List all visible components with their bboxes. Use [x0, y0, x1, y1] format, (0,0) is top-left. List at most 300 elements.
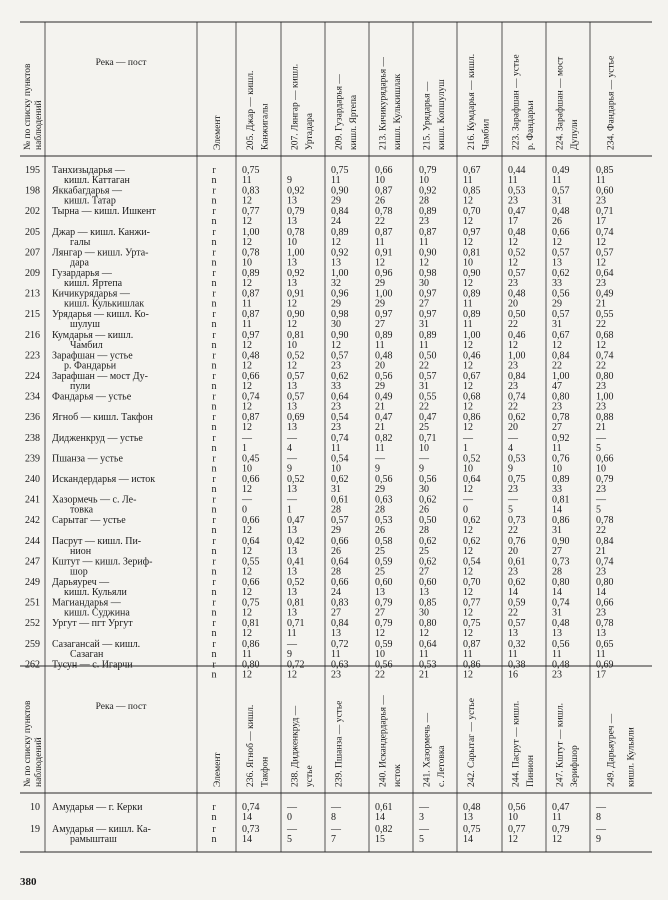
top-row-242-n-col-0: 12: [242, 525, 252, 537]
top-row-209-n-col-1: 13: [287, 278, 297, 289]
top-row-239-element-n: n: [211, 463, 217, 475]
top-row-247-name-line1: Кштут — кишл. Зериф-: [52, 556, 153, 568]
bottom-row-19-r-col-4: —: [419, 824, 429, 835]
top-row-262-r-col-8: 0,69: [596, 659, 614, 671]
top-col-header-4-line1: 215. Урядарья —: [422, 81, 433, 150]
top-row-207-r-col-4: 0,90: [419, 247, 437, 259]
bottom-row-19-r-col-7: 0,79: [552, 824, 570, 835]
top-row-198-n-col-3: 26: [375, 195, 385, 207]
bottom-row-19-r-col-2: —: [331, 824, 341, 835]
top-row-259-name-line2: Сазаган: [70, 648, 104, 660]
top-row-259-n-col-7: 11: [552, 648, 562, 660]
top-row-262-n-col-8: 17: [596, 669, 606, 681]
top-num-header-line2: наблюдений: [34, 100, 44, 150]
top-row-234-r-col-2: 0,64: [331, 391, 349, 403]
top-row-198-n-col-4: 28: [419, 195, 429, 207]
top-row-262-r-col-0: 0,80: [242, 659, 260, 671]
top-row-223-r-col-5: 0,46: [463, 350, 481, 362]
top-row-259-n-col-1: 9: [287, 648, 292, 660]
top-row-207-r-col-6: 0,52: [508, 247, 526, 259]
top-row-242-n-col-1: 13: [287, 525, 297, 537]
top-row-213-r-col-1: 0,91: [287, 288, 305, 300]
top-row-195-n-col-4: 10: [419, 175, 429, 186]
top-row-240-r-col-8: 0,79: [596, 474, 614, 485]
top-row-205-r-col-0: 1,00: [242, 226, 260, 238]
top-row-259-n-col-4: 11: [419, 648, 429, 660]
top-row-198-r-col-4: 0,92: [419, 185, 437, 197]
top-row-202-n-col-8: 17: [596, 216, 606, 228]
top-row-209-n-col-5: 12: [463, 278, 473, 289]
top-row-216-n-col-0: 12: [242, 339, 252, 351]
top-row-209-element-n: n: [211, 278, 217, 289]
top-row-216-n-col-6: 12: [508, 339, 518, 351]
top-row-224-name-line1: Зарафшан — мост Ду-: [52, 371, 148, 382]
top-row-205-name-line2: галы: [70, 236, 91, 248]
top-row-249-r-col-1: 0,52: [287, 577, 305, 588]
top-element-header: Элемент: [213, 115, 223, 150]
top-row-244-r-col-1: 0,42: [287, 535, 305, 547]
top-row-215-n-col-2: 30: [331, 319, 341, 331]
top-row-234-r-col-0: 0,74: [242, 391, 260, 403]
top-row-252-r-col-5: 0,75: [463, 618, 481, 630]
top-row-251-n-col-8: 23: [596, 607, 606, 619]
top-row-205-n-col-0: 12: [242, 236, 252, 248]
top-row-223-r-col-2: 0,57: [331, 350, 349, 362]
top-row-251-r-col-3: 0,79: [375, 597, 393, 609]
bottom-row-19-n-col-4: 5: [419, 834, 424, 845]
top-row-195-r-col-6: 0,44: [508, 165, 526, 176]
top-num-header-line1: № по списку пунктов: [23, 63, 33, 150]
top-row-202-element-n: n: [211, 216, 217, 228]
bottom-row-10-element-r: r: [212, 802, 216, 813]
top-row-223-r-col-0: 0,48: [242, 350, 260, 362]
top-row-213-r-col-5: 0,89: [463, 288, 481, 300]
top-row-247-n-col-7: 28: [552, 566, 562, 578]
top-col-header-1-line2: Уртадара: [304, 112, 315, 150]
top-row-241-name-line1: Хазормечь — с. Ле-: [52, 494, 137, 506]
top-row-242-r-col-2: 0,57: [331, 515, 349, 527]
top-row-205-name-line1: Джар — кишл. Канжи-: [52, 226, 150, 238]
top-col-header-2-line1: 209. Гузардарья —: [334, 74, 345, 150]
top-row-244-name-line1: Пасрут — кишл. Пи-: [52, 535, 142, 547]
top-row-240-element-n: n: [211, 484, 217, 495]
top-row-249-number: 249: [25, 577, 40, 588]
top-row-241-r-col-1: —: [287, 494, 297, 506]
top-row-240-r-col-1: 0,52: [287, 474, 305, 485]
top-row-236-name-line1: Ягноб — кишл. Такфон: [52, 412, 153, 424]
top-row-239-r-col-0: 0,45: [242, 453, 260, 465]
top-row-213-r-col-0: 0,87: [242, 288, 260, 300]
top-row-239-r-col-3: —: [375, 453, 385, 465]
top-row-202-r-col-8: 0,71: [596, 206, 614, 218]
top-row-259-n-col-3: 10: [375, 648, 385, 660]
top-row-251-number: 251: [25, 597, 40, 609]
bottom-row-10-n-col-2: 8: [331, 812, 336, 823]
top-row-244-r-col-7: 0,90: [552, 535, 570, 547]
top-row-213-n-col-7: 29: [552, 298, 562, 310]
bottom-row-10-element-n: n: [211, 812, 217, 823]
top-row-251-n-col-0: 12: [242, 607, 252, 619]
bottom-row-19-n-col-7: 12: [552, 834, 562, 845]
top-row-223-n-col-7: 22: [552, 360, 562, 372]
top-row-202-r-col-1: 0,79: [287, 206, 305, 218]
top-row-213-r-col-6: 0,48: [508, 288, 526, 300]
bottom-col-header-7-line1: 247. Кштут — кишл.: [555, 703, 566, 787]
top-row-224-r-col-1: 0,57: [287, 371, 305, 382]
bottom-col-header-1-line2: устье: [304, 765, 315, 787]
top-row-242-r-col-1: 0,47: [287, 515, 305, 527]
top-row-209-n-col-4: 30: [419, 278, 429, 289]
top-row-262-r-col-6: 0,38: [508, 659, 526, 671]
top-row-240-n-col-1: 13: [287, 484, 297, 495]
top-row-236-r-col-6: 0,62: [508, 412, 526, 424]
top-row-244-r-col-3: 0,58: [375, 535, 393, 547]
top-row-224-r-col-3: 0,56: [375, 371, 393, 382]
page-number: 380: [20, 876, 37, 888]
top-row-223-n-col-8: 22: [596, 360, 606, 372]
bottom-row-19-r-col-8: —: [596, 824, 606, 835]
top-row-216-n-col-2: 12: [331, 339, 341, 351]
top-row-240-r-col-0: 0,66: [242, 474, 260, 485]
top-row-239-n-col-8: 10: [596, 463, 606, 475]
top-row-242-r-col-5: 0,62: [463, 515, 481, 527]
top-row-239-n-col-5: 10: [463, 463, 473, 475]
top-row-251-n-col-6: 22: [508, 607, 518, 619]
top-row-205-n-col-8: 12: [596, 236, 606, 248]
top-col-header-7-line2: Дупули: [569, 119, 580, 150]
top-row-241-n-col-8: 5: [596, 504, 601, 516]
top-row-252-r-col-3: 0,79: [375, 618, 393, 630]
top-row-209-n-col-8: 23: [596, 278, 606, 289]
top-col-header-2-line2: кишл. Яртепа: [348, 94, 359, 150]
top-row-213-r-col-8: 0,49: [596, 288, 614, 300]
top-row-223-r-col-8: 0,74: [596, 350, 614, 362]
top-col-header-8-line1: 234. Фандарья — устье: [606, 55, 617, 150]
top-row-213-n-col-5: 11: [463, 298, 473, 310]
top-row-236-r-col-3: 0,47: [375, 412, 393, 424]
top-row-223-n-col-3: 20: [375, 360, 385, 372]
top-row-247-n-col-8: 23: [596, 566, 606, 578]
top-row-223-r-col-1: 0,52: [287, 350, 305, 362]
top-row-240-r-col-7: 0,89: [552, 474, 570, 485]
top-row-241-element-n: n: [211, 504, 217, 516]
top-row-216-r-col-0: 0,97: [242, 329, 260, 341]
top-row-239-r-col-4: —: [419, 453, 429, 465]
top-row-198-number: 198: [25, 185, 40, 197]
top-row-202-r-col-4: 0,89: [419, 206, 437, 218]
top-row-234-n-col-6: 22: [508, 401, 518, 413]
top-row-195-n-col-1: 9: [287, 175, 292, 186]
top-row-251-r-col-4: 0,85: [419, 597, 437, 609]
top-row-241-n-col-3: 28: [375, 504, 385, 516]
top-row-216-n-col-1: 10: [287, 339, 297, 351]
top-row-240-r-col-2: 0,62: [331, 474, 349, 485]
top-col-header-0-line2: Канжигалы: [260, 103, 271, 150]
top-row-195-n-col-7: 11: [552, 175, 562, 186]
top-row-236-element-n: n: [211, 422, 217, 434]
top-row-236-n-col-1: 13: [287, 422, 297, 434]
top-row-216-n-col-7: 12: [552, 339, 562, 351]
top-row-202-r-col-6: 0,47: [508, 206, 526, 218]
top-col-header-4-line2: кишл. Копшулуш: [436, 79, 447, 150]
top-row-262-r-col-7: 0,48: [552, 659, 570, 671]
top-row-236-r-col-0: 0,87: [242, 412, 260, 424]
top-row-252-n-col-3: 12: [375, 628, 385, 640]
top-row-215-r-col-6: 0,50: [508, 309, 526, 321]
top-row-224-name-line2: пули: [70, 381, 91, 392]
top-row-207-n-col-1: 13: [287, 257, 297, 269]
top-row-202-r-col-5: 0,70: [463, 206, 481, 218]
top-row-215-r-col-7: 0,57: [552, 309, 570, 321]
top-row-244-n-col-1: 13: [287, 545, 297, 557]
top-row-223-n-col-2: 23: [331, 360, 341, 372]
top-row-262-n-col-4: 21: [419, 669, 429, 681]
top-row-259-r-col-3: 0,59: [375, 638, 393, 650]
top-row-209-r-col-6: 0,57: [508, 268, 526, 279]
top-col-header-0-line1: 205. Джар — кишл.: [246, 70, 257, 150]
top-row-240-n-col-8: 23: [596, 484, 606, 495]
top-row-195-n-col-0: 11: [242, 175, 252, 186]
top-row-244-n-col-8: 21: [596, 545, 606, 557]
top-row-249-r-col-2: 0,66: [331, 577, 349, 588]
top-row-238-n-col-2: 11: [331, 442, 341, 454]
bottom-col-header-6-line1: 244. Пасрут — кишл.: [511, 700, 522, 787]
top-row-207-name-line2: дара: [70, 257, 89, 269]
top-row-239-name-line1: Пшанза — устье: [52, 453, 123, 465]
top-row-262-name-line1: Тусун — с. Игарчи: [52, 659, 133, 671]
top-row-247-element-n: n: [211, 566, 217, 578]
top-row-239-n-col-7: 10: [552, 463, 562, 475]
top-row-240-r-col-5: 0,64: [463, 474, 481, 485]
top-row-234-number: 234: [25, 391, 40, 403]
top-row-223-name-line1: Зарафшан — устье: [52, 350, 133, 362]
bottom-row-19-number: 19: [30, 824, 40, 835]
top-row-241-r-col-4: 0,62: [419, 494, 437, 506]
bottom-row-10-r-col-3: 0,61: [375, 802, 393, 813]
top-row-205-n-col-4: 11: [419, 236, 429, 248]
top-row-198-r-col-5: 0,85: [463, 185, 481, 197]
top-row-247-number: 247: [25, 556, 40, 568]
top-row-249-r-col-3: 0,60: [375, 577, 393, 588]
top-row-252-n-col-8: 13: [596, 628, 606, 640]
top-row-234-element-n: n: [211, 401, 217, 413]
top-row-215-n-col-5: 11: [463, 319, 473, 331]
bottom-num-header-line1: № по списку пунктов: [23, 700, 33, 787]
top-row-205-n-col-5: 12: [463, 236, 473, 248]
bottom-col-header-8-line2: кишл. Кульяли: [626, 727, 637, 787]
top-row-216-name-line2: Чамбил: [70, 339, 103, 351]
bottom-row-10-n-col-0: 14: [242, 812, 252, 823]
top-row-215-r-col-5: 0,89: [463, 309, 481, 321]
top-row-198-n-col-0: 12: [242, 195, 252, 207]
top-row-234-n-col-5: 12: [463, 401, 473, 413]
top-row-239-number: 239: [25, 453, 40, 465]
top-row-209-n-col-3: 29: [375, 278, 385, 289]
top-row-236-element-r: r: [212, 412, 216, 424]
top-row-259-n-col-2: 11: [331, 648, 341, 660]
top-row-244-number: 244: [25, 535, 40, 547]
top-row-252-name-line1: Ургут — пгт Ургут: [52, 618, 133, 630]
top-row-213-n-col-0: 11: [242, 298, 252, 310]
top-row-236-n-col-6: 20: [508, 422, 518, 434]
bottom-col-header-0-line2: Такфон: [260, 756, 271, 787]
top-row-259-r-col-5: 0,87: [463, 638, 481, 650]
top-row-252-number: 252: [25, 618, 40, 630]
top-row-207-n-col-8: 12: [596, 257, 606, 269]
top-row-240-name-line1: Искандердарья — исток: [52, 474, 156, 485]
top-row-215-element-r: r: [212, 309, 216, 321]
top-row-224-r-col-4: 0,57: [419, 371, 437, 382]
top-row-241-n-col-0: 0: [242, 504, 247, 516]
top-row-234-n-col-4: 22: [419, 401, 429, 413]
bottom-row-10-n-col-5: 13: [463, 812, 473, 823]
top-row-234-r-col-6: 0,74: [508, 391, 526, 403]
top-row-251-r-col-7: 0,74: [552, 597, 570, 609]
top-row-249-n-col-6: 14: [508, 587, 518, 598]
top-row-244-r-col-4: 0,62: [419, 535, 437, 547]
top-row-241-n-col-5: 0: [463, 504, 468, 516]
top-row-223-r-col-6: 1,00: [508, 350, 526, 362]
top-row-209-name-line2: кишл. Яртепа: [64, 278, 123, 289]
top-row-241-r-col-3: 0,63: [375, 494, 393, 506]
top-row-238-r-col-7: 0,92: [552, 432, 570, 444]
top-row-215-r-col-1: 0,90: [287, 309, 305, 321]
top-row-213-element-n: n: [211, 298, 217, 310]
top-row-238-r-col-8: —: [596, 432, 606, 444]
top-row-240-n-col-5: 12: [463, 484, 473, 495]
top-row-224-n-col-5: 12: [463, 381, 473, 392]
top-row-238-n-col-6: 4: [508, 442, 513, 454]
top-row-251-r-col-8: 0,66: [596, 597, 614, 609]
top-row-240-n-col-0: 12: [242, 484, 252, 495]
top-row-213-name-line2: кишл. Кулькишлак: [64, 298, 145, 310]
top-row-252-element-r: r: [212, 618, 216, 630]
top-row-216-r-col-1: 0,81: [287, 329, 305, 341]
bottom-row-10-r-col-7: 0,47: [552, 802, 570, 813]
top-row-216-r-col-8: 0,68: [596, 329, 614, 341]
top-row-216-n-col-5: 12: [463, 339, 473, 351]
top-row-236-r-col-1: 0,69: [287, 412, 305, 424]
top-row-238-n-col-0: 1: [242, 442, 247, 454]
top-row-202-n-col-5: 12: [463, 216, 473, 228]
top-river-header: Река — пост: [95, 58, 147, 68]
top-row-195-name-line2: кишл. Каттаган: [64, 175, 130, 186]
top-row-262-n-col-7: 23: [552, 669, 562, 681]
top-row-252-n-col-5: 12: [463, 628, 473, 640]
top-row-236-n-col-5: 12: [463, 422, 473, 434]
bottom-row-19-r-col-6: 0,77: [508, 824, 526, 835]
top-row-215-n-col-7: 31: [552, 319, 562, 331]
top-row-224-r-col-5: 0,67: [463, 371, 481, 382]
top-row-207-n-col-6: 12: [508, 257, 518, 269]
top-row-224-element-r: r: [212, 371, 216, 382]
bottom-row-10-n-col-8: 8: [596, 812, 601, 823]
top-row-242-r-col-0: 0,66: [242, 515, 260, 527]
top-row-259-element-n: n: [211, 648, 217, 660]
top-row-247-r-col-2: 0,64: [331, 556, 349, 568]
top-row-198-name-line2: кишл. Татар: [64, 195, 116, 207]
top-row-247-r-col-0: 0,55: [242, 556, 260, 568]
top-row-198-r-col-2: 0,90: [331, 185, 349, 197]
top-row-195-r-col-8: 0,85: [596, 165, 614, 176]
top-row-240-n-col-6: 23: [508, 484, 518, 495]
top-row-249-r-col-6: 0,62: [508, 577, 526, 588]
top-row-198-r-col-0: 0,83: [242, 185, 260, 197]
top-row-241-number: 241: [25, 494, 40, 506]
top-row-252-n-col-7: 13: [552, 628, 562, 640]
top-row-213-r-col-2: 0,96: [331, 288, 349, 300]
top-row-215-element-n: n: [211, 319, 217, 331]
top-row-215-name-line1: Урядарья — кишл. Ко-: [52, 309, 149, 321]
top-row-242-name-line1: Сарытаг — устье: [52, 515, 126, 527]
top-row-205-r-col-4: 0,87: [419, 226, 437, 238]
top-row-251-r-col-6: 0,59: [508, 597, 526, 609]
bottom-row-19-element-n: n: [211, 834, 217, 845]
top-row-195-r-col-4: 0,79: [419, 165, 437, 176]
top-row-242-number: 242: [25, 515, 40, 527]
top-row-224-r-col-2: 0,62: [331, 371, 349, 382]
top-row-242-r-col-3: 0,53: [375, 515, 393, 527]
top-row-249-n-col-8: 14: [596, 587, 606, 598]
top-row-209-number: 209: [25, 268, 40, 279]
top-row-236-r-col-5: 0,86: [463, 412, 481, 424]
top-row-215-n-col-8: 22: [596, 319, 606, 331]
top-row-262-r-col-4: 0,53: [419, 659, 437, 671]
top-row-205-r-col-7: 0,66: [552, 226, 570, 238]
bottom-row-10-n-col-7: 11: [552, 812, 562, 823]
top-row-244-n-col-6: 20: [508, 545, 518, 557]
top-row-251-n-col-5: 12: [463, 607, 473, 619]
top-row-198-r-col-7: 0,57: [552, 185, 570, 197]
top-row-209-name-line1: Гузардарья —: [52, 268, 112, 279]
top-row-247-n-col-1: 13: [287, 566, 297, 578]
top-row-259-r-col-2: 0,72: [331, 638, 349, 650]
top-row-240-number: 240: [25, 474, 40, 485]
top-row-238-n-col-8: 5: [596, 442, 601, 454]
top-row-195-r-col-7: 0,49: [552, 165, 570, 176]
top-row-252-n-col-2: 13: [331, 628, 341, 640]
top-row-251-element-n: n: [211, 607, 217, 619]
top-row-249-n-col-7: 14: [552, 587, 562, 598]
bottom-row-10-r-col-6: 0,56: [508, 802, 526, 813]
top-row-244-n-col-3: 25: [375, 545, 385, 557]
bottom-row-19-name-line2: рамышташ: [70, 834, 117, 845]
top-row-259-n-col-5: 11: [463, 648, 473, 660]
top-row-238-n-col-5: 1: [463, 442, 468, 454]
top-row-238-r-col-1: —: [287, 432, 297, 444]
top-row-195-n-col-8: 11: [596, 175, 606, 186]
top-row-240-r-col-3: 0,56: [375, 474, 393, 485]
top-row-238-r-col-5: —: [463, 432, 473, 444]
top-row-259-number: 259: [25, 638, 40, 650]
top-row-236-r-col-8: 0,88: [596, 412, 614, 424]
bottom-row-10-name-line1: Амударья — г. Керки: [52, 802, 143, 813]
top-row-236-r-col-4: 0,47: [419, 412, 437, 424]
top-row-241-n-col-1: 1: [287, 504, 292, 516]
top-row-213-n-col-2: 29: [331, 298, 341, 310]
top-row-241-element-r: r: [212, 494, 216, 506]
top-row-259-n-col-6: 11: [508, 648, 518, 660]
bottom-row-19-n-col-0: 14: [242, 834, 252, 845]
top-row-205-r-col-3: 0,87: [375, 226, 393, 238]
bottom-row-10-n-col-6: 10: [508, 812, 518, 823]
top-row-234-r-col-4: 0,55: [419, 391, 437, 403]
top-row-207-n-col-0: 10: [242, 257, 252, 269]
top-row-213-r-col-4: 0,97: [419, 288, 437, 300]
top-row-251-r-col-5: 0,77: [463, 597, 481, 609]
top-row-198-n-col-6: 23: [508, 195, 518, 207]
top-row-262-n-col-6: 16: [508, 669, 518, 681]
